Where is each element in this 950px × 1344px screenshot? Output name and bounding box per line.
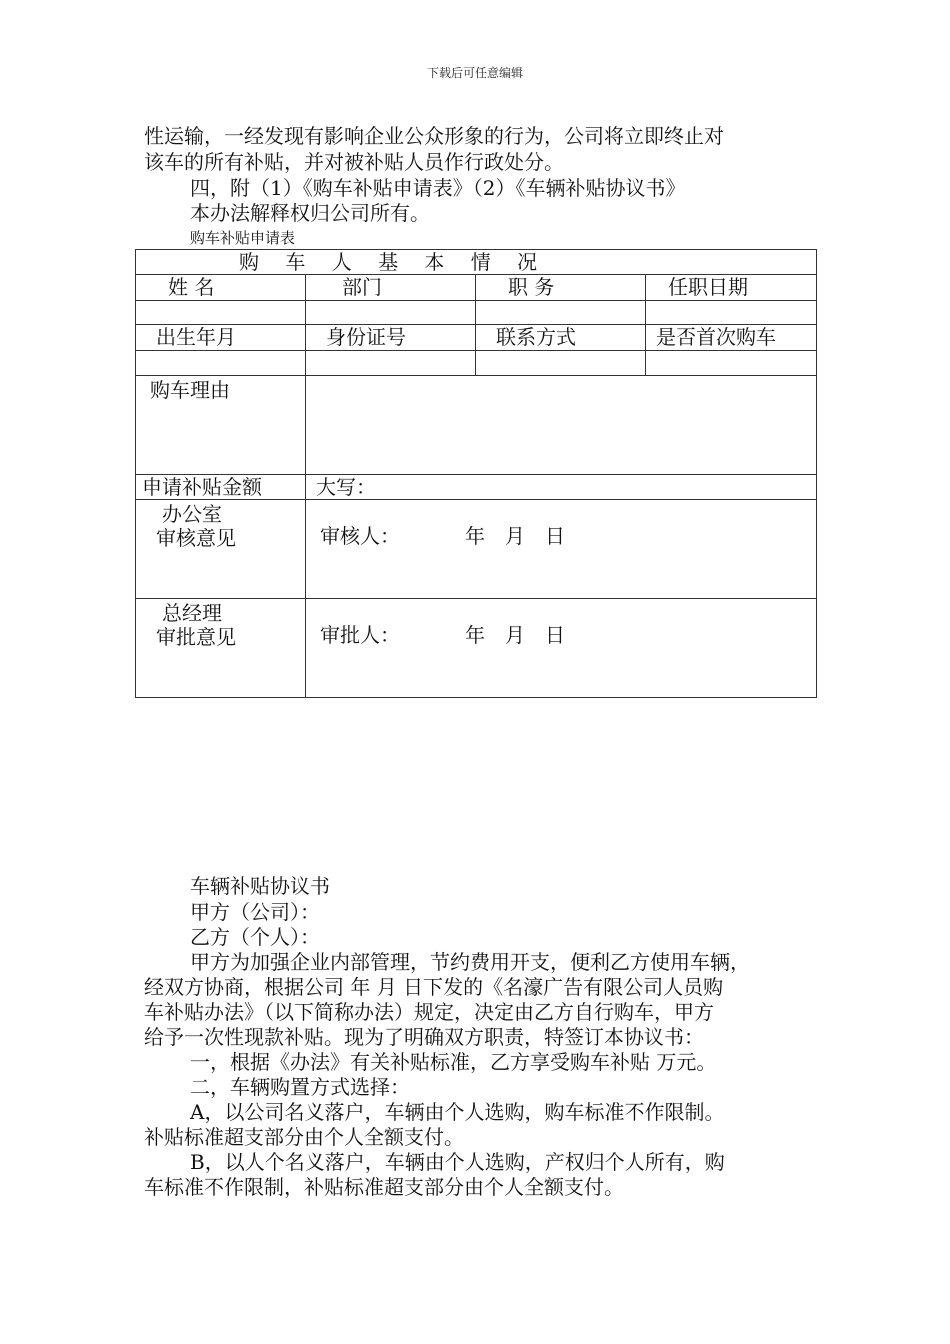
gm-label-line2: 审批意见 [156, 625, 236, 649]
field-office-review[interactable] [306, 500, 817, 599]
field-start-date[interactable] [646, 301, 817, 325]
field-department[interactable] [306, 301, 476, 325]
agreement-para1-line1: 甲方为加强企业内部管理，节约费用开支，便利乙方使用车辆， [190, 950, 750, 974]
office-reviewer-label: 审核人： [320, 524, 400, 548]
field-first-purchase[interactable] [646, 351, 817, 376]
label-birth-date: 出生年月 [136, 325, 306, 351]
party-a: 甲方（公司）： [190, 900, 320, 924]
field-position[interactable] [476, 301, 646, 325]
field-contact[interactable] [476, 351, 646, 376]
label-position: 职 务 [476, 275, 646, 301]
intro-line-2: 该车的所有补贴，并对被补贴人员作行政处分。 [144, 150, 564, 174]
option-b-line1: B，以人个名义落户，车辆由个人选购，产权归个人所有，购 [190, 1150, 725, 1174]
label-id-number: 身份证号 [306, 325, 476, 351]
option-a-line2: 补贴标准超支部分由个人全额支付。 [144, 1125, 464, 1149]
label-subsidy-amount: 申请补贴金额 [136, 475, 306, 500]
intro-line-1: 性运输，一经发现有影响企业公众形象的行为，公司将立即终止对 [144, 124, 724, 148]
field-name[interactable] [136, 301, 306, 325]
option-a-line1: A，以公司名义落户，车辆由个人选购，购车标准不作限制。 [190, 1100, 725, 1124]
label-department: 部门 [306, 275, 476, 301]
office-date-year: 年 [465, 524, 485, 548]
subsidy-application-table [135, 249, 817, 698]
party-b: 乙方（个人）： [190, 925, 320, 949]
label-office-review [136, 500, 306, 599]
label-first-purchase: 是否首次购车 [646, 325, 817, 351]
label-contact: 联系方式 [476, 325, 646, 351]
field-gm-approval[interactable] [306, 599, 817, 698]
section-title: 购 车 人 基 本 情 况 [136, 250, 817, 275]
agreement-para1-line3: 车补贴办法》（以下简称办法）规定，决定由乙方自行购车，甲方 [144, 1000, 714, 1024]
gm-date-year: 年 [465, 623, 485, 647]
gm-date-day: 日 [545, 623, 565, 647]
office-date-month: 月 [505, 524, 525, 548]
agreement-para1-line2: 经双方协商，根据公司 年 月 日下发的《名濠广告有限公司人员购 [144, 975, 724, 999]
agreement-para1-line4: 给予一次性现款补贴。现为了明确双方职责，特签订本协议书： [144, 1025, 704, 1049]
field-purchase-reason[interactable] [306, 376, 817, 475]
label-gm-approval [136, 599, 306, 698]
field-birth-date[interactable] [136, 351, 306, 376]
agreement-title: 车辆补贴协议书 [190, 874, 330, 898]
label-name: 姓 名 [136, 275, 306, 301]
label-start-date: 任职日期 [646, 275, 817, 301]
agreement-item1: 一，根据《办法》有关补贴标准，乙方享受购车补贴 万元。 [190, 1050, 717, 1074]
intro-line-3: 四，附（1）《购车补贴申请表》（2）《车辆补贴协议书》 [190, 176, 686, 200]
field-subsidy-amount[interactable]: 大写： [306, 475, 817, 500]
field-id-number[interactable] [306, 351, 476, 376]
page-header-note: 下载后可任意编辑 [426, 66, 523, 80]
agreement-item2: 二，车辆购置方式选择： [190, 1075, 410, 1099]
office-label-line2: 审核意见 [156, 526, 236, 550]
office-label-line1: 办公室 [162, 502, 222, 526]
intro-line-4: 本办法解释权归公司所有。 [190, 201, 430, 225]
gm-label-line1: 总经理 [162, 601, 222, 625]
form-caption: 购车补贴申请表 [190, 229, 296, 247]
gm-date-month: 月 [505, 623, 525, 647]
option-b-line2: 车标准不作限制，补贴标准超支部分由个人全额支付。 [144, 1175, 624, 1199]
label-purchase-reason: 购车理由 [136, 376, 306, 475]
office-date-day: 日 [545, 524, 565, 548]
gm-approver-label: 审批人： [320, 623, 400, 647]
